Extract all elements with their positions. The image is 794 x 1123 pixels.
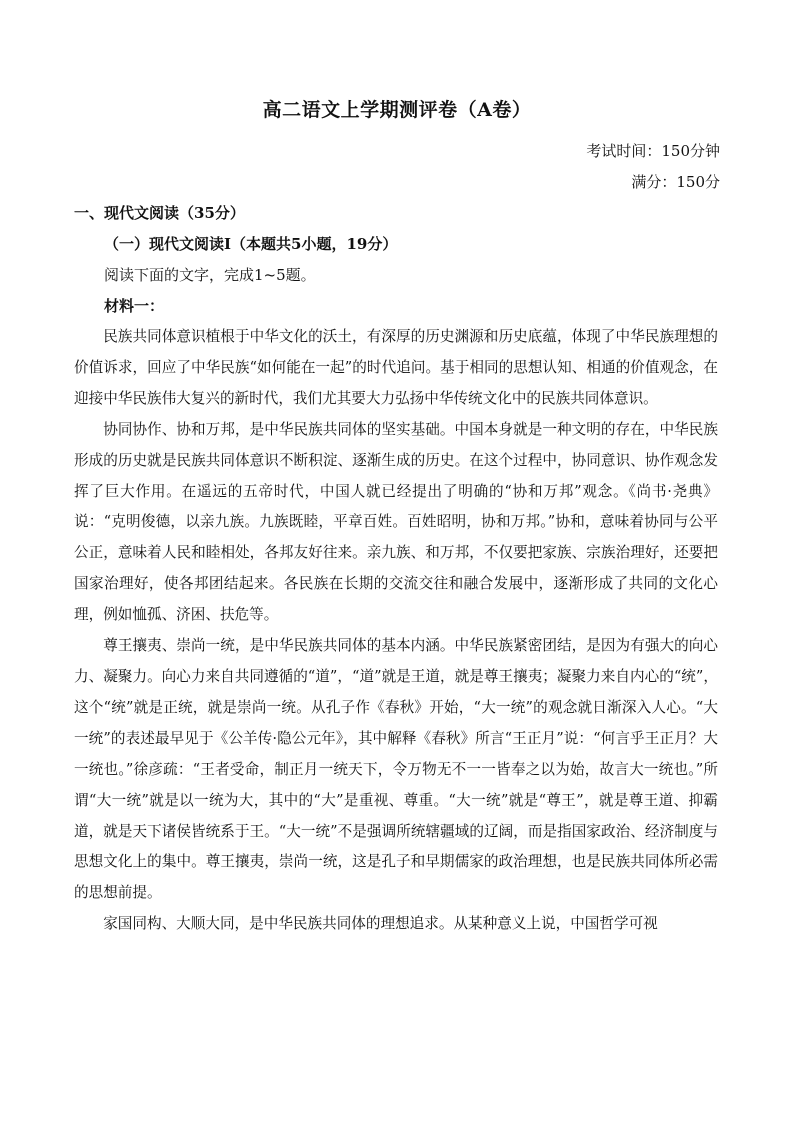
passage-paragraph-3: 尊王攘夷、崇尚一统，是中华民族共同体的基本内涵。中华民族紧密团结，是因为有强大的向心力、凝聚力。向心力来自共同遵循的“道”，“道”就是王道，就是尊王攘夷；凝聚力来自内心的“统”，这个“统”就是正统，就是崇尚一统。从孔子作《春秋》开始，“大一统”的观念就日渐深入人心。“大一统”的表述最早见于《公羊传·隐公元年》，其中解释《春秋》所言“王正月”说：“何言乎王正月？大一统也。”徐彦疏：“王者受命，制正月一统天下，令万物无不一一皆奉之以为始，故言大一统也。”所谓“大一统”就是以一统为大，其中的“大”是重视、尊重。“大一统”就是“尊王”，就是尊王道、抑霸道，就是天下诸侯皆统系于王。“大一统”不是强调所统辖疆域的辽阔，而是指国家政治、经济制度与思想文化上的集中。尊王攘夷，崇尚一统，这是孔子和早期儒家的政治理想，也是民族共同体所必需的思想前提。 bbox=[74, 637, 718, 902]
exam-title: 高二语文上学期测评卷（A卷） bbox=[262, 99, 532, 121]
passage-paragraph-1: 民族共同体意识植根于中华文化的沃土，有深厚的历史渊源和历史底蕴，体现了中华民族理想的价值诉求，回应了中华民族“如何能在一起”的时代追问。基于相同的思想认知、相通的价值观念，在迎接中华民族伟大复兴的新时代，我们尤其要大力弘扬中华传统文化中的民族共同体意识。 bbox=[74, 328, 718, 407]
exam-time: 考试时间：150分钟 bbox=[586, 142, 720, 160]
section-heading: 一、现代文阅读（35分） bbox=[74, 204, 245, 222]
reading-instruction: 阅读下面的文字，完成1~5题。 bbox=[104, 266, 316, 284]
material-label: 材料一： bbox=[104, 297, 165, 315]
reading-passage bbox=[74, 322, 718, 940]
full-score: 满分：150分 bbox=[631, 173, 720, 191]
passage-paragraph-2: 协同协作、协和万邦，是中华民族共同体的坚实基础。中国本身就是一种文明的存在，中华民族形成的历史就是民族共同体意识不断积淀、逐渐生成的历史。在这个过程中，协同意识、协作观念发挥了巨大作用。在遥远的五帝时代，中国人就已经提出了明确的“协和万邦”观念。《尚书·尧典》说：“克明俊德，以亲九族。九族既睦，平章百姓。百姓昭明，协和万邦。”协和，意味着协同与公平公正，意味着人民和睦相处，各邦友好往来。亲九族、和万邦，不仅要把家族、宗族治理好，还要把国家治理好，使各邦团结起来。各民族在长期的交流交往和融合发展中，逐渐形成了共同的文化心理，例如恤孤、济困、扶危等。 bbox=[74, 420, 718, 624]
passage-paragraph-4: 家国同构、大顺大同，是中华民族共同体的理想追求。从某种意义上说，中国哲学可视 bbox=[103, 915, 658, 933]
sub-section-heading: （一）现代文阅读Ⅰ（本题共5小题，19分） bbox=[104, 235, 398, 253]
